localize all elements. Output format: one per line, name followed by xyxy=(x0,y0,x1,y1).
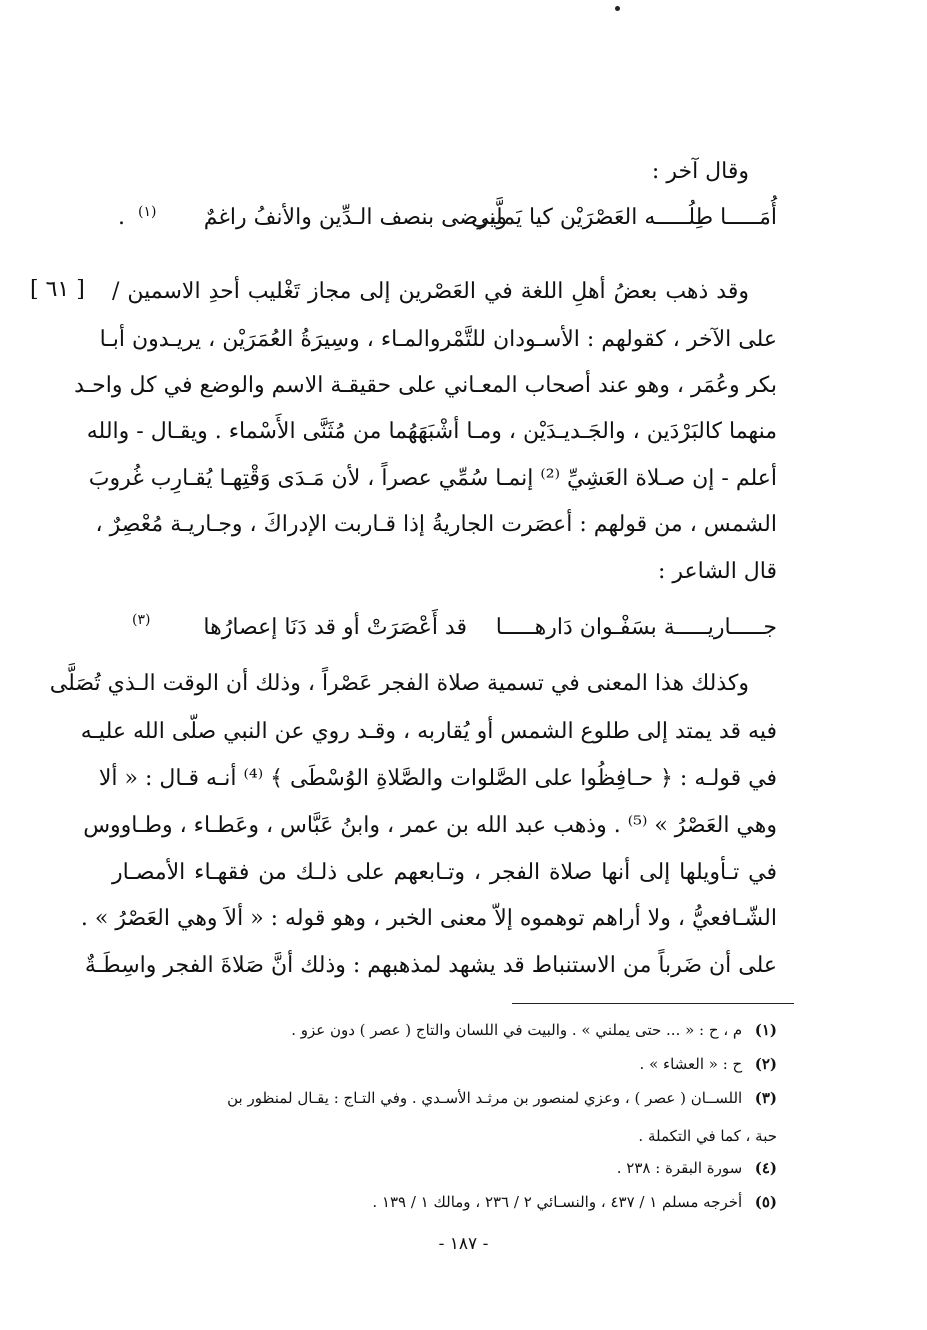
footnote-text: ح : « العشاء » . xyxy=(639,1055,743,1073)
paragraph2-line: فيه قد يمتد إلى طلوع الشمس أو يُقاربه ، وقـد روي عن النبي صلّى الله عليـه xyxy=(80,719,777,744)
verse1-footnote-ref: (١) xyxy=(138,204,157,220)
verse2-first-hemistich: جـــــاريـــــة بسَفْـوان دَارهـــــا xyxy=(495,615,777,640)
paragraph1-line: أعلم - إن صـلاة العَشِيِّ ⁽²⁾ إنمـا سُمِّي عصراً ، لأن مَـدَى وَقْتِهـا يُقـارِب غُروبَ xyxy=(88,466,777,491)
footnote-text: حبة ، كما في التكملة . xyxy=(638,1127,777,1145)
stray-dot xyxy=(615,6,620,11)
verse2-second-hemistich: قد أَعْصَرَتْ أو قد دَنَا إعصارُها xyxy=(203,615,467,640)
manuscript-folio-marker: [ ٦١ ] xyxy=(30,277,85,302)
footnote-number: (٣) xyxy=(754,1089,777,1107)
footnote-separator xyxy=(512,1003,794,1004)
footnote-number: (٢) xyxy=(754,1055,777,1073)
paragraph2-line: وهي العَصْرُ » ⁽⁵⁾ . وذهب عبد الله بن عمر ، وابنُ عَبَّاس ، وعَطـاء ، وطـاووس xyxy=(83,813,777,838)
footnote-text: سورة البقرة : ٢٣٨ . xyxy=(616,1159,743,1177)
verse1-second-hemistich: ويرضى بنصف الـدِّين والأنفُ راغمٌ xyxy=(203,205,507,230)
verse1-first-hemistich: أُمَـــــا طِلُـــــه العَصْرَيْن كيا يَملَّني xyxy=(470,205,777,230)
page-number: - ١٨٧ - xyxy=(438,1234,489,1254)
footnote xyxy=(112,1186,777,1218)
footnote-text: م ، ح : « ... حتى يملني » . والبيت في اللسان والتاج ( عصر ) دون عزو . xyxy=(291,1021,743,1039)
verse-intro: وقال آخر : xyxy=(651,159,749,184)
paragraph1-line: الشمس ، من قولهم : أعصَرت الجاريةُ إذا قـاربت الإدراكَ ، وجـاريـة مُعْصِرٌ ، xyxy=(95,512,777,537)
footnote-text: اللســان ( عصر ) ، وعزي لمنصور بن مرثـد الأسـدي . وفي التـاج : يقـال لمنظور بن xyxy=(227,1089,743,1107)
footnote-continuation xyxy=(112,1120,777,1152)
paragraph1-line: على الآخر ، كقولهم : الأسـودان للتَّمْروالمـاء ، وسِيرَةُ العُمَرَيْن ، يريـدون أبـا xyxy=(99,327,777,352)
paragraph1-line: منهما كالبَرْدَين ، والجَـديـدَيْن ، ومـا أشْبَهَهُما من مُثَنَّى الأَسْماء . ويقـال - والله xyxy=(86,419,777,444)
footnote xyxy=(112,1048,777,1080)
paragraph1-line: قال الشاعر : xyxy=(657,559,777,584)
paragraph2-line: على أن ضَرباً من الاستنباط قد يشهد لمذهبهم : وذلك أنَّ صَلاةَ الفجر واسِطَـةٌ xyxy=(84,953,777,978)
paragraph2-line: الشّـافعيُّ ، ولا أراهم توهموه إلاّ معنى الخبر ، وهو قوله : « ألاَ وهي العَصْرُ » . xyxy=(80,906,777,931)
verse2-footnote-ref: (٣) xyxy=(132,612,151,628)
paragraph1-line: وقد ذهب بعضُ أهلِ اللغة في العَصْرين إلى مجاز تَغْليب أحدِ الاسمين / xyxy=(112,279,749,304)
footnote-text: أخرجه مسلم ١ / ٤٣٧ ، والنسـائي ٢ / ٢٣٦ ، ومالك ١ / ١٣٩ . xyxy=(372,1193,743,1211)
footnote xyxy=(112,1014,777,1046)
footnote xyxy=(112,1152,777,1184)
paragraph2-line: وكذلك هذا المعنى في تسمية صلاة الفجر عَصْراً ، وذلك أن الوقت الـذي تُصَلَّى xyxy=(49,671,749,696)
paragraph1-line: بكر وعُمَر ، وهو عند أصحاب المعـاني على حقيقـة الاسم والوضع في كل واحـد xyxy=(74,373,777,398)
paragraph2-line: في قولـه : ﴿ حـافِظُوا على الصَّلوات والصَّلاةِ الوُسْطَى ﴾ ⁽⁴⁾ أنـه قـال : « ألا xyxy=(98,766,777,791)
verse1-end: . xyxy=(118,205,125,230)
footnote xyxy=(112,1082,777,1114)
paragraph2-line: في تـأويلها إلى أنها صلاة الفجر ، وتـابعهم على ذلـك من فقهـاء الأمصـار xyxy=(112,860,777,885)
footnote-number: (٥) xyxy=(754,1193,777,1211)
footnote-number: (١) xyxy=(754,1021,777,1039)
footnote-number: (٤) xyxy=(754,1159,777,1177)
